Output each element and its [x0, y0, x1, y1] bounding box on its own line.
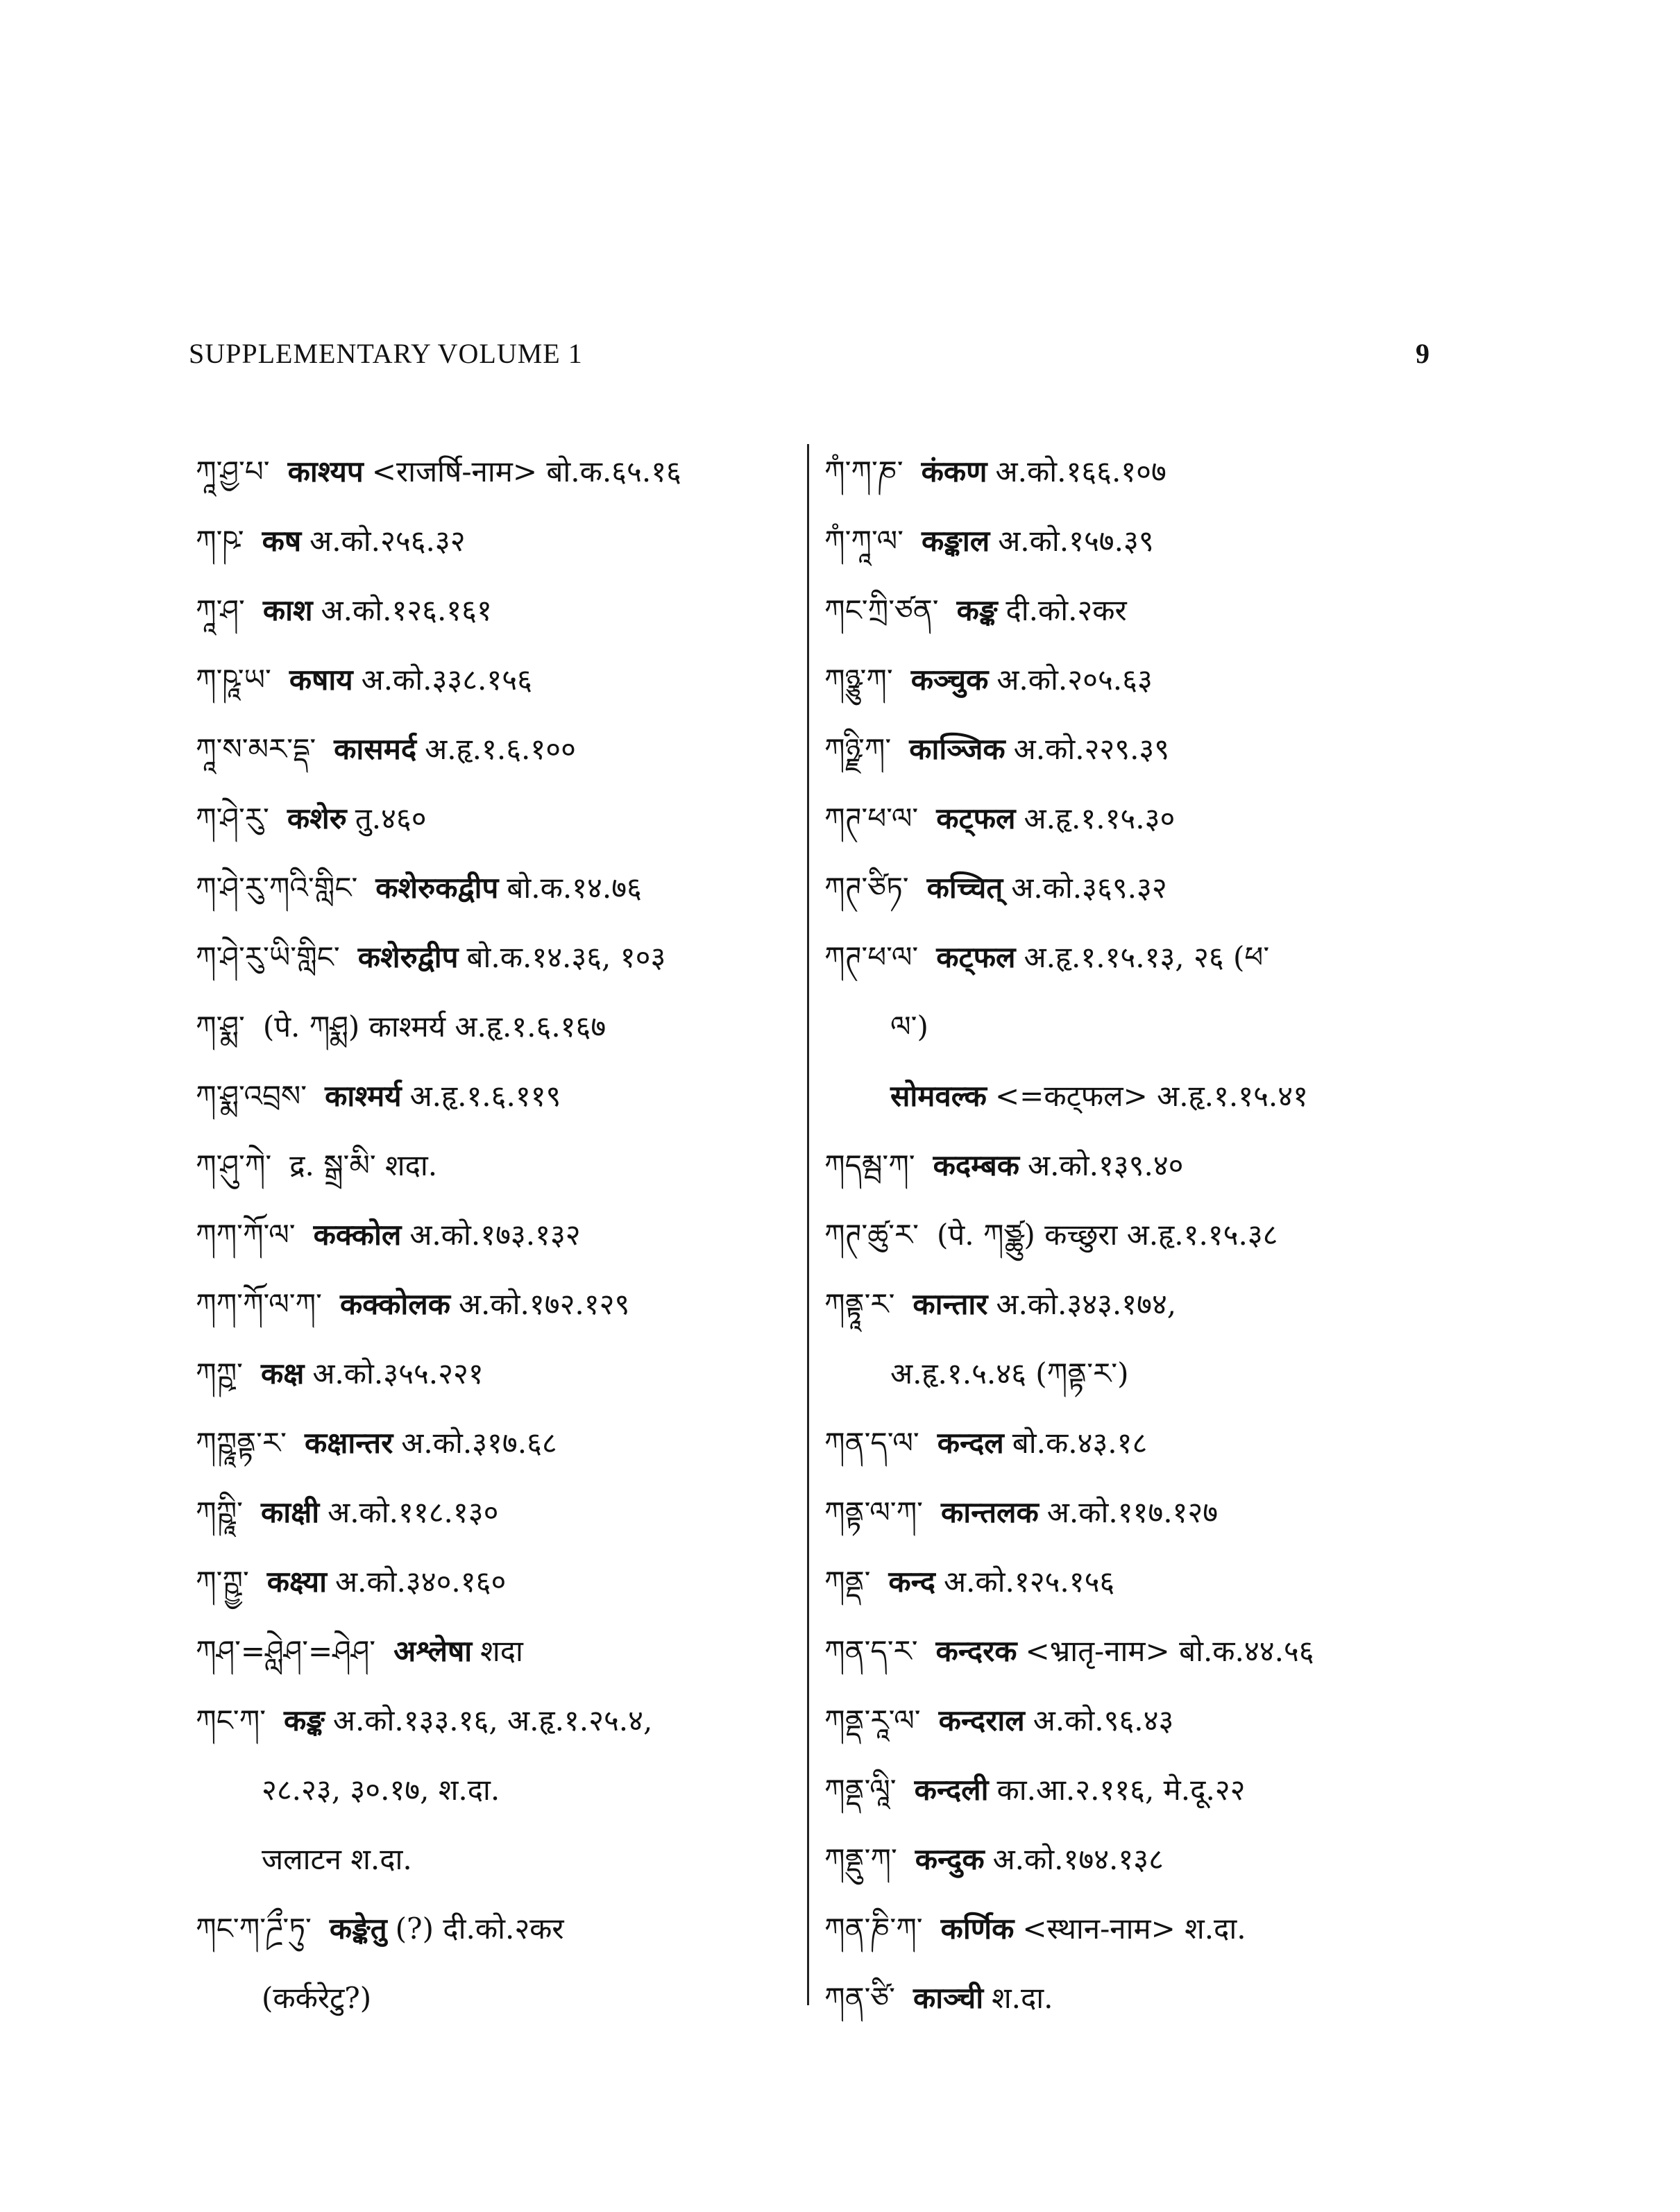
dictionary-entry: [824, 1825, 1463, 1894]
source-reference: अ.को.३१७.६८: [401, 1426, 557, 1460]
source-reference: बो.क.१४.३६, १०३: [466, 940, 666, 974]
tibetan-headword: ཀཊ་ཕ་ལ་: [824, 801, 919, 835]
dictionary-entry: [824, 507, 1463, 576]
tibetan-headword: ཀཉྫི་ཀ་: [824, 732, 892, 766]
tibetan-headword: ཀཀ་ཀོ་ལ་: [196, 1218, 296, 1252]
dictionary-entry: [824, 437, 1463, 507]
dictionary-entry: [196, 1062, 806, 1131]
sanskrit-term: कङ्क: [284, 1703, 325, 1737]
sanskrit-term: कक्कोल: [313, 1218, 402, 1252]
source-reference: अ.को.१७३.१३२: [409, 1218, 581, 1252]
source-reference: <भ्रातृ-नाम> बो.क.४४.५६: [1025, 1634, 1314, 1668]
sanskrit-term: कच्चित्: [926, 871, 1003, 905]
dictionary-entry: [196, 923, 806, 992]
tibetan-headword: ཀན་ད་ལ་: [824, 1426, 919, 1460]
running-head: SUPPLEMENTARY VOLUME 1: [189, 338, 583, 369]
tibetan-headword: ཀང་ཀ་ཌྲྀ་ཏུ་: [196, 1912, 312, 1946]
source-reference: अ.को.११८.१३०: [328, 1495, 499, 1529]
source-reference: शदा: [480, 1634, 523, 1668]
source-reference: अ.को.३४०.१६०: [334, 1565, 507, 1599]
dictionary-entry: [824, 1686, 1463, 1755]
source-reference: अ.को.२२९.३९: [1013, 732, 1170, 766]
source-reference: अ.को.११७.१२७: [1046, 1495, 1219, 1529]
sanskrit-term: कक्ष: [260, 1356, 305, 1390]
tibetan-headword: ཀ་ཤུ་ཀེ་: [196, 1148, 272, 1182]
dictionary-entry: [824, 1131, 1463, 1200]
source-reference: द्र. སྒྲ་མི་ शदा.: [289, 1148, 438, 1182]
tibetan-headword: ཀཀྵཱི་: [196, 1495, 243, 1529]
source-reference: (?) दी.को.२कर: [395, 1912, 564, 1946]
sanskrit-term: अश्लेषा: [393, 1634, 473, 1668]
source-reference: अ.को.१२६.१६१: [321, 593, 492, 627]
source-reference: २८.२३, ३०.१७, श.दा.: [262, 1773, 500, 1807]
dictionary-entry: [196, 853, 806, 923]
sanskrit-term: कङ्केतु: [329, 1912, 387, 1946]
dictionary-entry: [824, 1409, 1463, 1478]
sanskrit-term: कट्फल: [936, 801, 1016, 835]
tibetan-headword: ཀནྡ་ལཱི་: [824, 1773, 897, 1807]
dictionary-entry: [196, 1894, 806, 1964]
dictionary-entry: [196, 1478, 806, 1547]
source-reference: अ.को.२०५.६३: [996, 663, 1153, 697]
dictionary-entry: [196, 507, 806, 576]
dictionary-entry: [824, 715, 1463, 784]
tibetan-headword: ཀ་ཀྵྱ་: [196, 1565, 249, 1599]
dictionary-entry-continuation: [824, 1062, 1463, 1131]
dictionary-entry: [824, 1964, 1463, 2033]
sanskrit-term: कक्कोलक: [339, 1287, 450, 1321]
sanskrit-term: कदम्बक: [933, 1148, 1020, 1182]
dictionary-entry: [196, 576, 806, 645]
tibetan-headword: ཀཱ་ཤ་: [196, 593, 245, 627]
source-reference: ལ་): [890, 1010, 928, 1044]
tibetan-headword: ཀཱ་ཤྱ་པ་: [196, 454, 270, 488]
tibetan-headword: ཀ་ཤེ་རུ་: [196, 801, 269, 835]
sanskrit-term: काञ्जिक: [909, 732, 1006, 766]
sanskrit-term: कन्दल: [937, 1426, 1004, 1460]
dictionary-entry: [824, 784, 1463, 853]
source-reference: (पे. ཀཤྨ) काश्मर्य अ.हृ.१.६.१६७: [262, 1010, 606, 1044]
dictionary-entry: [824, 923, 1463, 992]
sanskrit-term: काश: [262, 593, 313, 627]
sanskrit-term: कशेरुकद्वीप: [375, 871, 499, 905]
dictionary-entry: [824, 1617, 1463, 1686]
dictionary-entry: [196, 645, 806, 715]
sanskrit-term: काश्यप: [287, 454, 364, 488]
dictionary-entry: [196, 1617, 806, 1686]
source-reference: बो.क.१४.७६: [507, 871, 642, 905]
sanskrit-term: कङ्क: [956, 593, 998, 627]
dictionary-entry-continuation: [824, 1339, 1463, 1409]
sanskrit-term: कङ्काल: [922, 524, 990, 558]
tibetan-headword: ཀ་ཤྨ་འབྲས་: [196, 1079, 307, 1113]
source-reference: (पे. ཀཙྪུ) कच्छुरा अ.हृ.१.१५.३८: [936, 1218, 1278, 1252]
tibetan-headword: ཀ་ཤྨ་: [196, 1010, 245, 1044]
dictionary-entry: [824, 853, 1463, 923]
tibetan-headword: ཀཀྵཱནྟ་ར་: [196, 1426, 287, 1460]
tibetan-headword: ཀནྟཱ་ར་: [824, 1287, 895, 1321]
dictionary-entry: [196, 784, 806, 853]
tibetan-headword: ཀནྡ་རཱ་ལ་: [824, 1703, 921, 1737]
source-reference: अ.को.१२५.१५६: [943, 1565, 1115, 1599]
dictionary-entry: [196, 437, 806, 507]
tibetan-headword: ཀཀ་ཀོ་ལ་ཀ་: [196, 1287, 322, 1321]
source-reference: अ.को.१५७.३९: [998, 524, 1154, 558]
sanskrit-term: सोमवल्क: [890, 1079, 987, 1113]
tibetan-headword: ཀཤ་=ཤླེཤ་=ཤེཤ་: [196, 1634, 376, 1668]
source-reference: अ.को.३६९.३२: [1011, 871, 1167, 905]
sanskrit-term: कष: [262, 524, 302, 558]
sanskrit-term: कर्णिक: [940, 1912, 1015, 1946]
source-reference: <राजर्षि-नाम> बो.क.६५.१६: [371, 454, 681, 488]
dictionary-entry: [824, 645, 1463, 715]
sanskrit-term: कन्दली: [914, 1773, 989, 1807]
left-column: [196, 437, 806, 2033]
sanskrit-term: कट्फल: [936, 940, 1016, 974]
source-reference: अ.को.३३८.१५६: [361, 663, 532, 697]
dictionary-entry: [824, 1478, 1463, 1547]
source-reference: तु.४६०: [355, 801, 427, 835]
tibetan-headword: ཀ་ཥ་: [196, 524, 244, 558]
dictionary-entry: [824, 1547, 1463, 1617]
source-reference: अ.हृ.१.६.११९: [409, 1079, 561, 1113]
tibetan-headword: ཀཾ་ཀཱ་ལ་: [824, 524, 903, 558]
source-reference: (कर्करेटु?): [262, 1981, 372, 2015]
dictionary-entry: [824, 1755, 1463, 1825]
dictionary-entry: [196, 992, 806, 1062]
dictionary-entry: [196, 1339, 806, 1409]
dictionary-entry: [824, 1894, 1463, 1964]
page-number: 9: [1416, 338, 1429, 369]
tibetan-headword: ཀང་ཀྲི་ཙན་: [824, 593, 939, 627]
tibetan-headword: ཀཉྩུ་ཀ་: [824, 663, 893, 697]
dictionary-entry: [824, 1200, 1463, 1270]
dictionary-entry-continuation: [824, 992, 1463, 1062]
sanskrit-term: कन्द: [888, 1565, 935, 1599]
sanskrit-term: काञ्ची: [913, 1981, 984, 2015]
dictionary-entry-continuation: [196, 1755, 806, 1825]
dictionary-entry: [824, 576, 1463, 645]
sanskrit-term: कासमर्द: [334, 732, 417, 766]
source-reference: <स्थान-नाम> श.दा.: [1022, 1912, 1246, 1946]
sanskrit-term: कक्षान्तर: [304, 1426, 393, 1460]
dictionary-entry: [196, 1200, 806, 1270]
tibetan-headword: ཀཊ་ཙིཏ་: [824, 871, 909, 905]
source-reference: <=कट्फल> अ.हृ.१.१५.४१: [994, 1079, 1308, 1113]
source-reference: अ.को.२५६.३२: [309, 524, 466, 558]
tibetan-headword: ཀནྟ་ལ་ཀ་: [824, 1495, 924, 1529]
sanskrit-term: कञ्चुक: [910, 663, 989, 697]
right-column: [824, 437, 1463, 2033]
tibetan-headword: ཀནྡུ་ཀ་: [824, 1842, 897, 1876]
sanskrit-term: काक्षी: [260, 1495, 320, 1529]
source-reference: जलाटन श.दा.: [262, 1842, 412, 1876]
tibetan-headword: ཀཾ་ཀ་ཎ་: [824, 454, 903, 488]
sanskrit-term: कषाय: [289, 663, 353, 697]
tibetan-headword: ཀ་ཤེ་རུ་ཀའི་གླིང་: [196, 871, 358, 905]
tibetan-headword: ཀ་ཥཱ་ཡ་: [196, 663, 271, 697]
source-reference: अ.हृ.१.१५.३०: [1024, 801, 1176, 835]
sanskrit-term: कान्तलक: [941, 1495, 1039, 1529]
source-reference: अ.को.१६६.१०७: [995, 454, 1166, 488]
tibetan-headword: ཀང་ཀ་: [196, 1703, 266, 1737]
source-reference: अ.को.३४३.१७४,: [996, 1287, 1177, 1321]
sanskrit-term: काश्मर्य: [325, 1079, 402, 1113]
sanskrit-term: कंकण: [921, 454, 987, 488]
tibetan-headword: ཀཱ་ས་མར་དྡ་: [196, 732, 316, 766]
dictionary-entry-continuation: [196, 1964, 806, 2033]
source-reference: अ.हृ.१.६.१००: [425, 732, 576, 766]
sanskrit-term: कान्तार: [913, 1287, 988, 1321]
source-reference: अ.को.१३९.४०: [1028, 1148, 1184, 1182]
dictionary-entry: [824, 1270, 1463, 1339]
source-reference: श.दा.: [992, 1981, 1053, 2015]
tibetan-headword: ཀ་ཤེ་རུ་ཡི་གླིང་: [196, 940, 340, 974]
source-reference: का.आ.२.११६, मे.दू.२२: [996, 1773, 1246, 1807]
source-reference: अ.को.१७४.१३८: [992, 1842, 1164, 1876]
dictionary-entry: [196, 1547, 806, 1617]
source-reference: अ.को.१७२.१२९: [458, 1287, 630, 1321]
sanskrit-term: कन्दरक: [935, 1634, 1017, 1668]
source-reference: अ.को.३५५.२२१: [312, 1356, 484, 1390]
sanskrit-term: कन्दराल: [938, 1703, 1025, 1737]
sanskrit-term: कशेरु: [287, 801, 347, 835]
tibetan-headword: ཀཀྵ་: [196, 1356, 243, 1390]
sanskrit-term: कक्ष्या: [266, 1565, 327, 1599]
dictionary-entry: [196, 1686, 806, 1755]
sanskrit-term: कन्दुक: [915, 1842, 985, 1876]
dictionary-entry: [196, 1131, 806, 1200]
source-reference: दी.को.२कर: [1006, 593, 1127, 627]
source-reference: अ.हृ.१.५.४६ (ཀནྟ་ར་): [890, 1356, 1129, 1390]
source-reference: बो.क.४३.१८: [1012, 1426, 1148, 1460]
sanskrit-term: कशेरुद्वीप: [357, 940, 459, 974]
source-reference: अ.को.९६.४३: [1033, 1703, 1174, 1737]
tibetan-headword: ཀན་ད་ར་: [824, 1634, 918, 1668]
dictionary-entry: [196, 1270, 806, 1339]
tibetan-headword: ཀན་ཎི་ཀ་: [824, 1912, 923, 1946]
dictionary-entry: [196, 715, 806, 784]
source-reference: अ.को.१३३.१६, अ.हृ.१.२५.४,: [332, 1703, 653, 1737]
tibetan-headword: ཀན་ཙི་: [824, 1981, 895, 2015]
tibetan-headword: ཀདམྦ་ཀ་: [824, 1148, 915, 1182]
tibetan-headword: ཀནྡ་: [824, 1565, 871, 1599]
dictionary-entry: [196, 1409, 806, 1478]
tibetan-headword: ཀཊ་ཕ་ལ་: [824, 940, 919, 974]
tibetan-headword: ཀཊ་ཚུ་ར་: [824, 1218, 919, 1252]
dictionary-entry-continuation: [196, 1825, 806, 1894]
column-divider: [807, 444, 809, 2005]
source-reference: अ.हृ.१.१५.१३, २६ (ཕ་: [1024, 940, 1270, 974]
